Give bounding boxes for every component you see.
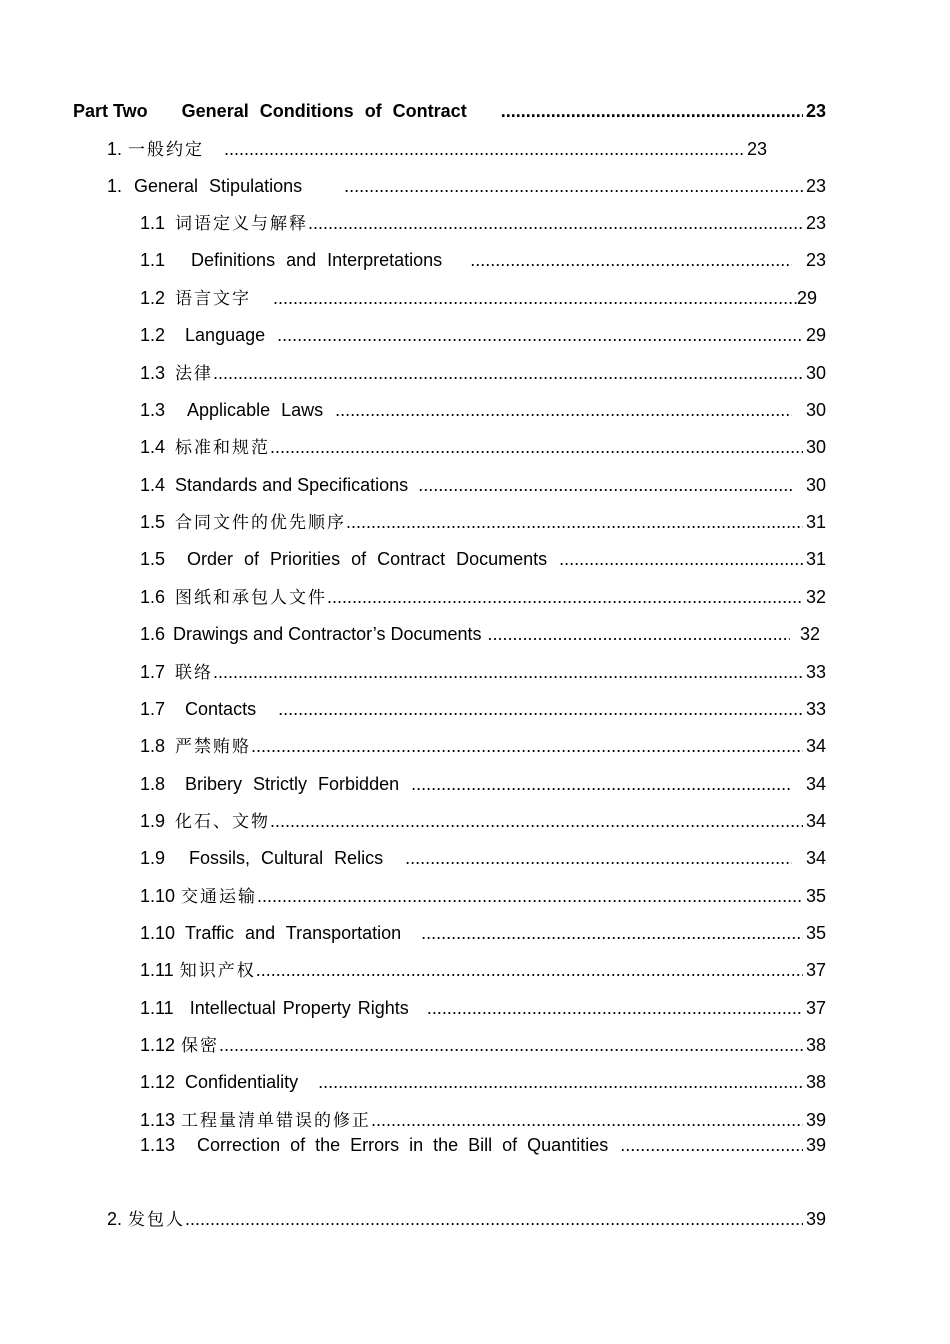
toc-entry-title: 法律 <box>175 364 214 384</box>
toc-entry-page: 39 <box>805 1209 826 1229</box>
toc-entry-page: 29 <box>805 325 826 345</box>
toc-dot-leader <box>278 696 803 722</box>
toc-entry-number: 1.13 <box>140 1110 176 1130</box>
toc-entry-title: Intellectual Property Rights <box>189 998 409 1018</box>
toc-entry-title: 图纸和承包人文件 <box>175 588 328 608</box>
toc-entry-page: 37 <box>805 960 826 980</box>
toc-entry-title: Definitions and Interpretations <box>191 250 443 270</box>
toc-entry-page: 38 <box>805 1072 826 1092</box>
toc-dot-leader <box>224 136 744 162</box>
toc-entry-title: 标准和规范 <box>175 438 271 458</box>
toc-entry-1-6-cn[interactable] <box>140 584 826 610</box>
toc-entry-page: 35 <box>805 886 826 906</box>
toc-entry-title: 化石、文物 <box>175 812 271 832</box>
toc-dot-leader <box>185 1206 803 1232</box>
toc-dot-leader <box>318 1069 803 1095</box>
toc-entry-number: 1.5 <box>140 549 166 569</box>
toc-entry-number: 1. <box>107 139 123 159</box>
toc-entry-page: 30 <box>805 437 826 457</box>
toc-entry-1-10-en[interactable] <box>140 920 826 946</box>
toc-entry-number: 1.9 <box>140 811 166 831</box>
toc-entry-page: 34 <box>805 848 826 868</box>
toc-dot-leader <box>501 98 803 124</box>
toc-entry-title: 保密 <box>181 1036 220 1056</box>
toc-entry-title: 交通运输 <box>181 887 258 907</box>
toc-entry-page: 30 <box>805 400 826 420</box>
toc-entry-page: 35 <box>805 923 826 943</box>
toc-entry-number: 1.12 <box>140 1072 176 1092</box>
toc-entry-number: 1. <box>107 176 123 196</box>
toc-entry-title: 联络 <box>175 663 214 683</box>
toc-entry-number: Part Two <box>73 101 148 121</box>
toc-entry-number: 1.1 <box>140 250 166 270</box>
toc-entry-1-3-cn[interactable] <box>140 360 826 386</box>
toc-entry-number: 1.6 <box>140 587 166 607</box>
toc-dot-leader <box>470 247 792 273</box>
toc-entry-title: Language <box>185 325 266 345</box>
toc-entry-page: 37 <box>805 998 826 1018</box>
toc-dot-leader <box>405 845 792 871</box>
toc-entry-page: 23 <box>805 101 826 121</box>
toc-entry-page: 38 <box>805 1035 826 1055</box>
toc-entry-1-4-en[interactable] <box>140 472 826 498</box>
toc-entry-number: 1.1 <box>140 213 166 233</box>
toc-dot-leader <box>270 808 803 834</box>
toc-dot-leader <box>344 173 803 199</box>
toc-entry-title: 发包人 <box>128 1210 186 1230</box>
toc-entry-page: 23 <box>805 213 826 233</box>
toc-entry-page: 33 <box>805 699 826 719</box>
toc-dot-leader <box>277 322 803 348</box>
toc-entry-number: 1.12 <box>140 1035 176 1055</box>
toc-entry-number: 1.3 <box>140 400 166 420</box>
toc-entry-1-12-cn[interactable] <box>140 1032 826 1058</box>
toc-entry-title: Fossils, Cultural Relics <box>189 848 384 868</box>
toc-entry-1-2-cn[interactable] <box>140 285 817 311</box>
toc-entry-title: 语言文字 <box>175 289 252 309</box>
toc-dot-leader <box>427 995 803 1021</box>
toc-entry-page: 33 <box>805 662 826 682</box>
toc-entry-number: 1.3 <box>140 363 166 383</box>
toc-entry-number: 1.2 <box>140 288 166 308</box>
toc-dot-leader <box>335 397 792 423</box>
toc-entry-number: 1.10 <box>140 886 176 906</box>
toc-dot-leader <box>256 957 803 983</box>
toc-dot-leader <box>620 1132 803 1158</box>
toc-entry-title: Bribery Strictly Forbidden <box>185 774 400 794</box>
toc-entry-title: Traffic and Transportation <box>185 923 402 943</box>
toc-entry-title: 知识产权 <box>179 961 256 981</box>
toc-dot-leader <box>371 1107 803 1133</box>
toc-dot-leader <box>213 360 803 386</box>
toc-entry-1-11-en[interactable] <box>140 995 826 1021</box>
toc-entry-title: 合同文件的优先顺序 <box>175 513 347 533</box>
toc-entry-page: 32 <box>805 587 826 607</box>
toc-entry-page: 39 <box>805 1135 826 1155</box>
toc-entry-title: 严禁贿赂 <box>175 737 252 757</box>
toc-entry-page: 34 <box>805 736 826 756</box>
toc-entry-1-1-en[interactable] <box>140 247 826 273</box>
toc-entry-1-en[interactable] <box>107 173 826 199</box>
toc-dot-leader <box>488 621 790 647</box>
toc-entry-1-6-en[interactable] <box>140 621 820 647</box>
toc-dot-leader <box>411 771 792 797</box>
toc-entry-number: 1.10 <box>140 923 176 943</box>
toc-entry-1-8-en[interactable] <box>140 771 826 797</box>
toc-dot-leader <box>346 509 803 535</box>
toc-entry-title: Correction of the Errors in the Bill of Quantities <box>197 1135 609 1155</box>
toc-entry-page: 32 <box>799 624 820 644</box>
toc-entry-page: 31 <box>805 512 826 532</box>
toc-dot-leader <box>273 285 797 311</box>
toc-entry-page: 31 <box>805 549 826 569</box>
toc-dot-leader <box>559 546 803 572</box>
toc-entry-1-5-cn[interactable] <box>140 509 826 535</box>
toc-dot-leader <box>308 210 803 236</box>
toc-entry-1-12-en[interactable] <box>140 1069 826 1095</box>
toc-entry-number: 1.4 <box>140 475 166 495</box>
toc-dot-leader <box>327 584 803 610</box>
toc-entry-1-9-cn[interactable] <box>140 808 826 834</box>
toc-entry-page: 23 <box>805 176 826 196</box>
toc-entry-1-2-en[interactable] <box>140 322 826 348</box>
toc-entry-number: 1.6 <box>140 624 166 644</box>
toc-entry-page: 39 <box>805 1110 826 1130</box>
toc-entry-title: Order of Priorities of Contract Documents <box>187 549 548 569</box>
toc-entry-1-11-cn[interactable] <box>140 957 826 983</box>
toc-entry-title: Drawings and Contractor’s Documents <box>173 624 482 644</box>
toc-dot-leader <box>421 920 803 946</box>
toc-entry-number: 1.2 <box>140 325 166 345</box>
toc-entry-1-9-en[interactable] <box>140 845 826 871</box>
toc-entry-part-two[interactable] <box>73 98 826 124</box>
toc-entry-page: 34 <box>805 774 826 794</box>
toc-entry-1-8-cn[interactable] <box>140 733 826 759</box>
toc-entry-number: 1.4 <box>140 437 166 457</box>
toc-entry-title: 词语定义与解释 <box>175 214 309 234</box>
toc-entry-1-3-en[interactable] <box>140 397 826 423</box>
toc-entry-title: 工程量清单错误的修正 <box>181 1111 372 1131</box>
toc-entry-number: 1.11 <box>140 998 174 1018</box>
toc-entry-number: 1.9 <box>140 848 166 868</box>
toc-entry-title: General Stipulations <box>134 176 303 196</box>
toc-entry-number: 1.5 <box>140 512 166 532</box>
toc-entry-page: 23 <box>746 139 767 159</box>
toc-entry-title: Contacts <box>185 699 257 719</box>
toc-entry-number: 1.7 <box>140 662 166 682</box>
toc-entry-1-1-cn[interactable] <box>140 210 826 236</box>
toc-entry-title: General Conditions of Contract <box>181 101 467 121</box>
toc-entry-title: Confidentiality <box>185 1072 299 1092</box>
toc-entry-number: 1.13 <box>140 1135 176 1155</box>
toc-dot-leader <box>219 1032 803 1058</box>
toc-entry-1-5-en[interactable] <box>140 546 826 572</box>
toc-entry-title: Applicable Laws <box>187 400 324 420</box>
toc-entry-1-7-cn[interactable] <box>140 659 826 685</box>
toc-entry-number: 1.7 <box>140 699 166 719</box>
toc-entry-number: 2. <box>107 1209 123 1229</box>
toc-dot-leader <box>418 472 792 498</box>
toc-entry-1-13-cn[interactable] <box>140 1107 826 1133</box>
toc-entry-number: 1.11 <box>140 960 174 980</box>
toc-entry-number: 1.8 <box>140 736 166 756</box>
toc-entry-page: 34 <box>805 811 826 831</box>
toc-entry-title: 一般约定 <box>128 140 205 160</box>
toc-entry-2-cn[interactable] <box>107 1206 826 1232</box>
toc-entry-page: 30 <box>805 363 826 383</box>
toc-entry-title: Standards and Specifications <box>175 475 409 495</box>
toc-entry-1-13-en[interactable] <box>140 1132 826 1158</box>
toc-entry-1-cn[interactable] <box>107 136 767 162</box>
toc-entry-page: 30 <box>805 475 826 495</box>
toc-entry-1-10-cn[interactable] <box>140 883 826 909</box>
toc-dot-leader <box>270 434 803 460</box>
toc-entry-1-4-cn[interactable] <box>140 434 826 460</box>
toc-entry-page: 23 <box>805 250 826 270</box>
toc-entry-number: 1.8 <box>140 774 166 794</box>
toc-dot-leader <box>213 659 803 685</box>
toc-dot-leader <box>251 733 803 759</box>
toc-entry-page: 29 <box>796 288 817 308</box>
toc-dot-leader <box>257 883 803 909</box>
toc-entry-1-7-en[interactable] <box>140 696 826 722</box>
